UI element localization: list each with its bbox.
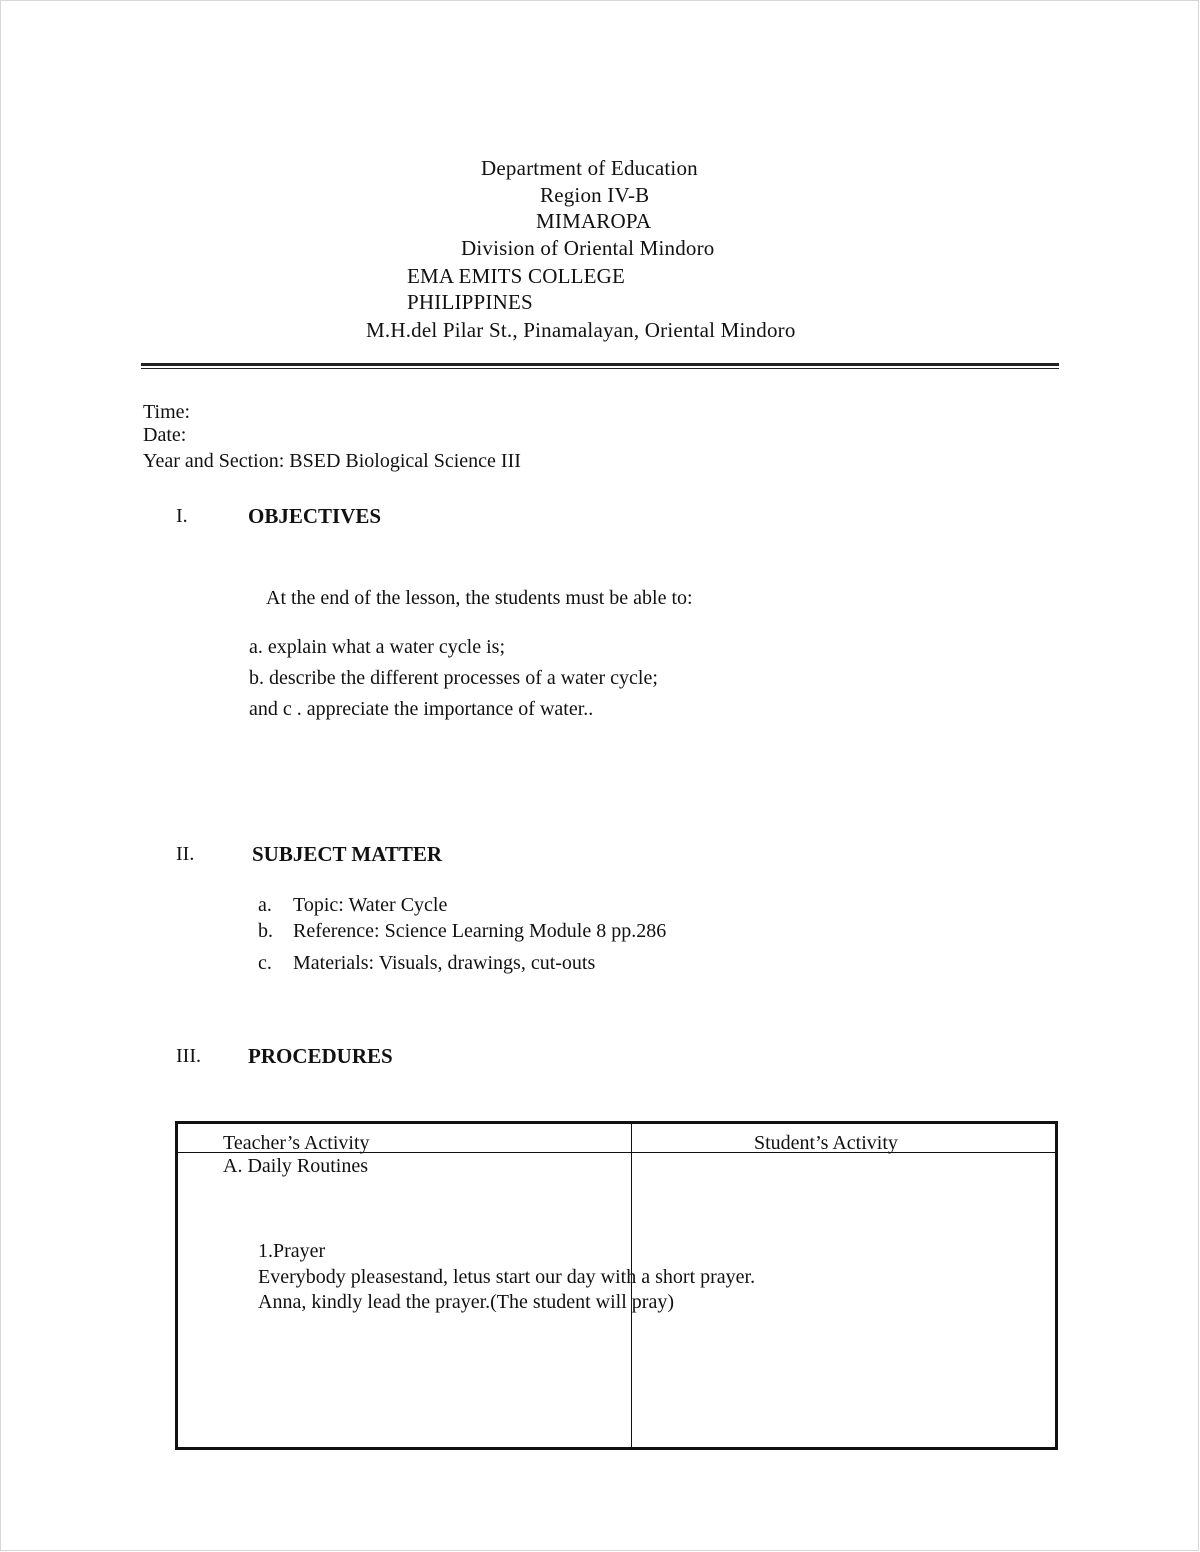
objective-item: b. describe the different processes of a water cycle; <box>249 667 658 689</box>
year-section: Year and Section: BSED Biological Science III <box>143 450 521 472</box>
prayer-leader-line: Anna, kindly lead the prayer.(The student will pray) <box>258 1291 674 1313</box>
daily-routines-heading: A. Daily Routines <box>223 1155 368 1177</box>
procedures-number: III. <box>176 1045 201 1067</box>
time-label: Time: <box>143 401 191 423</box>
objectives-number: I. <box>176 505 188 527</box>
header-department: Department of Education <box>481 156 698 180</box>
date-label: Date: <box>143 424 187 446</box>
list-marker: c. <box>258 952 272 974</box>
header-college: EMA EMITS COLLEGE <box>407 264 626 288</box>
procedures-title: PROCEDURES <box>248 1044 393 1068</box>
student-activity-header: Student’s Activity <box>754 1132 898 1154</box>
header-country: PHILIPPINES <box>407 290 533 314</box>
header-rule-thick <box>141 363 1059 366</box>
prayer-heading: 1.Prayer <box>258 1240 326 1262</box>
subject-reference: Reference: Science Learning Module 8 pp.286 <box>293 920 667 942</box>
header-address: M.H.del Pilar St., Pinamalayan, Oriental Mindoro <box>366 318 796 342</box>
list-marker: b. <box>258 920 273 942</box>
objective-item: and c . appreciate the importance of water.. <box>249 698 594 720</box>
objectives-intro: At the end of the lesson, the students must be able to: <box>266 587 693 609</box>
subject-topic: Topic: Water Cycle <box>293 894 448 916</box>
teacher-activity-header: Teacher’s Activity <box>223 1132 370 1154</box>
objectives-title: OBJECTIVES <box>248 504 382 528</box>
header-division: Division of Oriental Mindoro <box>461 236 715 260</box>
prayer-instruction: Everybody pleasestand, letus start our day with a short prayer. <box>258 1266 756 1288</box>
header-mimaropa: MIMAROPA <box>536 209 652 233</box>
header-region: Region IV-B <box>540 183 650 207</box>
subject-materials: Materials: Visuals, drawings, cut-outs <box>293 952 596 974</box>
subject-matter-title: SUBJECT MATTER <box>252 842 443 866</box>
objective-item: a. explain what a water cycle is; <box>249 636 505 658</box>
header-rule-thin <box>141 368 1059 369</box>
procedures-table <box>175 1121 1058 1450</box>
subject-matter-number: II. <box>176 843 195 865</box>
list-marker: a. <box>258 894 272 916</box>
